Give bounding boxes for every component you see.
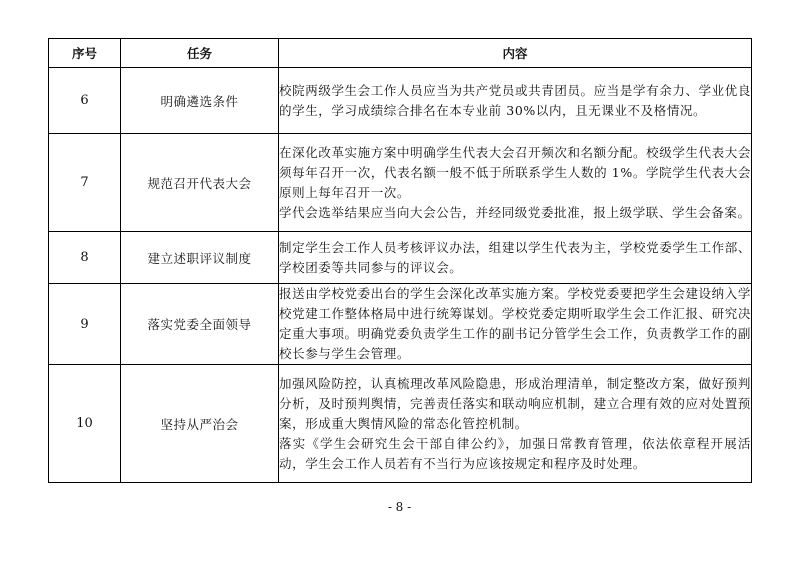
- content-paragraph: 落实《学生会研究生会干部自律公约》，加强日常教育管理，依法依章程开展活动，学生会工作人员若有不当行为应该按规定和程序及时处理。: [279, 435, 751, 471]
- row-task: 坚持从严治会: [121, 365, 279, 483]
- row-number: 7: [49, 134, 121, 232]
- row-task: 明确遴选条件: [121, 68, 279, 134]
- row-content: [279, 284, 752, 365]
- row-task: 规范召开代表大会: [121, 134, 279, 232]
- row-content: [279, 68, 752, 134]
- row-content: [279, 232, 752, 284]
- content-paragraph: 制定学生会工作人员考核评议办法，组建以学生代表为主，学校党委学生工作部、学校团委等共同参与的评议会。: [279, 239, 751, 275]
- table-row: [49, 284, 752, 365]
- task-table: [48, 38, 752, 483]
- content-paragraph: 加强风险防控，认真梳理改革风险隐患，形成治理清单，制定整改方案，做好预判分析，及时预判舆情，完善责任落实和联动响应机制，建立合理有效的应对处置预案，形成重大舆情风险的常态化管控机制。: [279, 375, 751, 431]
- header-content: 内容: [279, 39, 752, 68]
- row-number: 8: [49, 232, 121, 284]
- content-paragraph: 报送由学校党委出台的学生会深化改革实施方案。学校党委要把学生会建设纳入学校党建工作整体格局中进行统筹谋划。学校党委定期听取学生会工作汇报、研究决定重大事项。明确党委负责学生工作的副书记分管学生会工作，负责教学工作的副校长参与学生会管理。: [279, 286, 751, 361]
- content-paragraph: 学代会选举结果应当向大会公告，并经同级党委批准，报上级学联、学生会备案。: [279, 204, 751, 220]
- row-number: 9: [49, 284, 121, 365]
- table-row: [49, 134, 752, 232]
- row-number: 10: [49, 365, 121, 483]
- content-paragraph: 在深化改革实施方案中明确学生代表大会召开频次和名额分配。校级学生代表大会须每年召开一次，代表名额一般不低于所联系学生人数的 1%。学院学生代表大会原则上每年召开一次。: [279, 144, 751, 200]
- table-header-row: [49, 39, 752, 68]
- table-row: [49, 232, 752, 284]
- row-number: 6: [49, 68, 121, 134]
- table-row: [49, 365, 752, 483]
- row-task: 落实党委全面领导: [121, 284, 279, 365]
- row-content: [279, 365, 752, 483]
- content-paragraph: 校院两级学生会工作人员应当为共产党员或共青团员。应当是学有余力、学业优良的学生，学习成绩综合排名在本专业前 30%以内，且无课业不及格情况。: [279, 82, 751, 118]
- header-task: 任务: [121, 39, 279, 68]
- header-number: 序号: [49, 39, 121, 68]
- row-content: [279, 134, 752, 232]
- row-task: 建立述职评议制度: [121, 232, 279, 284]
- table-row: [49, 68, 752, 134]
- page-number: - 8 -: [387, 500, 412, 514]
